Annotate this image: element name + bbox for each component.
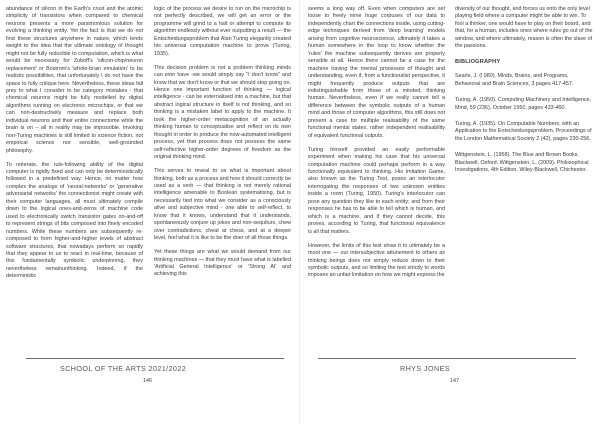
body-paragraph: However, the limits of this test show it to ultimately be a moot one — our intersubjective attunement to others as thinking beings does not simply reduce down to their symbolic outputs, and so limiting the test strictly to words imposes an unfair limitation on how we might express the	[308, 242, 445, 279]
right-page-column-1	[308, 6, 445, 286]
bibliography-entry: Wittgenstein, L. (1958). The Blue and Brown Books. Blackwell, Oxford. Wittgenstein, L. (2009). Philosophical Investigations, 4th Edition. Wiley-Blackwell, Chichester.	[455, 152, 589, 174]
body-paragraph: Turing himself provided an easily performable experiment when making his case that his universal computation machine could perhaps perform in a way functionally equivalent to thinking. His Imitation Game, also known as the Turing Test, poses an interlocutor interrogating the responses of two unknown entities inside a room (Turing, 1950). Turing's interlocutor can pose any question they like to each entity; and from their responses he has to be able to tell which is human, and which is a machine, and if they cannot decide, this proves, according to Turing, that functional equivalence is all that matters.	[308, 146, 445, 235]
right-page-number: 147	[450, 378, 459, 384]
right-page-column-2	[455, 6, 594, 184]
body-paragraph: This serves to reveal to us what is important about thinking, both as a process and how it should correctly be used as a verb — that thinking is not merely rational intelligence amenable to Boolean systematising, but is necessarily tied into what we consider as a consciously alive and subjective mind - one able to self-reflect, to know that it knows, understand that it understands, spontaneously conjure up jokes and non-sequiturs, chew over contradictions, cheat at chess, and at a deeper level, feel what it is like to be the doer of all those things.	[154, 168, 291, 242]
body-paragraph: Yet these things are what we would demand from our thinking machines — that they must have what is labelled 'Artificial General Intelligence' or 'Strong AI' and achieving this	[154, 249, 291, 278]
bibliography-entry: Searle, J. (l 980). Minds, Brains, and Programs, Behavioral and Brain Sciences, 3 pages 417-457.	[455, 73, 574, 87]
left-page-number: 146	[143, 378, 152, 384]
left-page-column-2	[154, 6, 291, 285]
left-page-column-1	[6, 6, 143, 287]
body-paragraph: logic of the process we desire to run on the microchip is not perfectly described, we will get an error or the programme will grind to a halt or attempt to compute its algorithm endlessly without ever outputting a result — the Entscheidungsproblem that Alan Turing elegantly created his universal computation machine to prove (Turing, 1935).	[154, 6, 291, 57]
right-footer-rule	[318, 358, 576, 359]
body-paragraph: This decision problem is not a problem thinking minds can ever have -we would simply say "I don't know" and know that we don't know or that we should stop going on. Hence one important function of thinking — logical intelligence - can be externalised into a machine, but that abstract logical structure in itself is not thinking, and so thinking is a mistaken label to apply to the machine. It took the higher-order metacognition of an actually thinking human to conceptualise and reflect on its own thought in order to produce the now-automated intelligent process, yet that process does not possess the same self-reflective higher-order degrees of freedom as the original thinking mind.	[154, 64, 291, 161]
page-gutter	[299, 0, 300, 424]
bibliography-list	[455, 73, 594, 175]
right-footer-title: RHYS JONES	[400, 364, 450, 373]
bibliography-heading: BIBLIOGRAPHY	[455, 58, 501, 65]
left-footer-rule	[26, 358, 284, 359]
body-paragraph: To reiterate, the rule-following ability of the digital computer is rigidly fixed and can only be deterministically followed in a predefined way. Hence, no matter how complex the analogs of 'neural-networks' or 'generative adversarial networks' the connectionist might create with their computer languages, all must ultimately compile down to the logical ones-and-zeros of machine code used to electronically switch transistor gates on-and-off to represent strings of bits composed into finely encoded numbers. While these numbers are subsequently re-composed to form higher-and-higher levels of abstract software structures, that nowadays perform so rapidly that they appear to us to react in real-time, because of this fundamentally symbolic underpinning, they nevertheless remainunthinking. Indeed, if the deterministic	[6, 161, 143, 280]
bibliography-entry: Turing, A. (1935). On Computable Numbers, with an Application to the Entscheidungsproblem, Proceedings of the London Mathematical Society 2 (42), pages 230-256.	[455, 120, 592, 142]
body-paragraph: abundance of silicon in the Earth's crust and the atomic simplicity of transistors when compared to chemical neurons presents a more parsimonious solution for evolving a thinking entity. Yet the fact is that we do not find these structures anywhere in nature, which lends weight to the idea that the ultimate ontology of thought might not be fully reducible to computation, which is what would be necessary for Zuboff's 'silicon-chip/neuron replacement' or Bostrom's 'whole-brain emulation' to be realistic possibilities, that unfortunately I do not have the space to fully critique here. Nevertheless, these ideas fall prey to what I consider to be category mistakes - that chemical neurons might be fully modelled by digital algorithms running on electronic microchips, or that we can non-destructively measure and replace both individual neurons and their entire connectome while the brain is on – all in reality may be impossible. Invoking non-Turing machines is still limited to science fiction, not empirical science nor sensible, well-grounded philosophy.	[6, 6, 143, 154]
body-paragraph: diversity of our thought, and forces us onto the only level playing field where a computer might be able to win. To fool a thinker, one would have to play on their board, and that, for a human, includes ones where rules go out of the window, and where ultimately, reason is often the slave of the passions.	[455, 6, 593, 50]
left-footer-title: SCHOOL OF THE ARTS 2021/2022	[60, 364, 187, 373]
bibliography-entry: Turing, A. (1950). Computing Machinery and Intelligence, Mind, 59 (236), October 1950, pages 433-460.	[455, 97, 592, 111]
body-paragraph: seems a long way off. Even when computers are set loose to freely mine huge corpuses of our data to independently chart the connections inside, using cutting-edge techniques derived from 'deep learning' models arising from cognitive neuroscience, ultimately it takes a human somewhere in the loop to know whether the 'rules' the machine subsequently derives are properly sensible at all. Hence there cannot be a case for the machine having the mental processes of thought and understanding, even if, from a functionalist perspective, it might frequently produce outputs that are indistinguishable from those of a minded, thinking human. Nevertheless, even if we really cannot tell a difference between the symbolic outputs of a human mind and those of computer algorithms, this still does not present a case for multiple realisability of the same functional mental states, rather independent realisability of equivalent functional outputs.	[308, 6, 445, 139]
